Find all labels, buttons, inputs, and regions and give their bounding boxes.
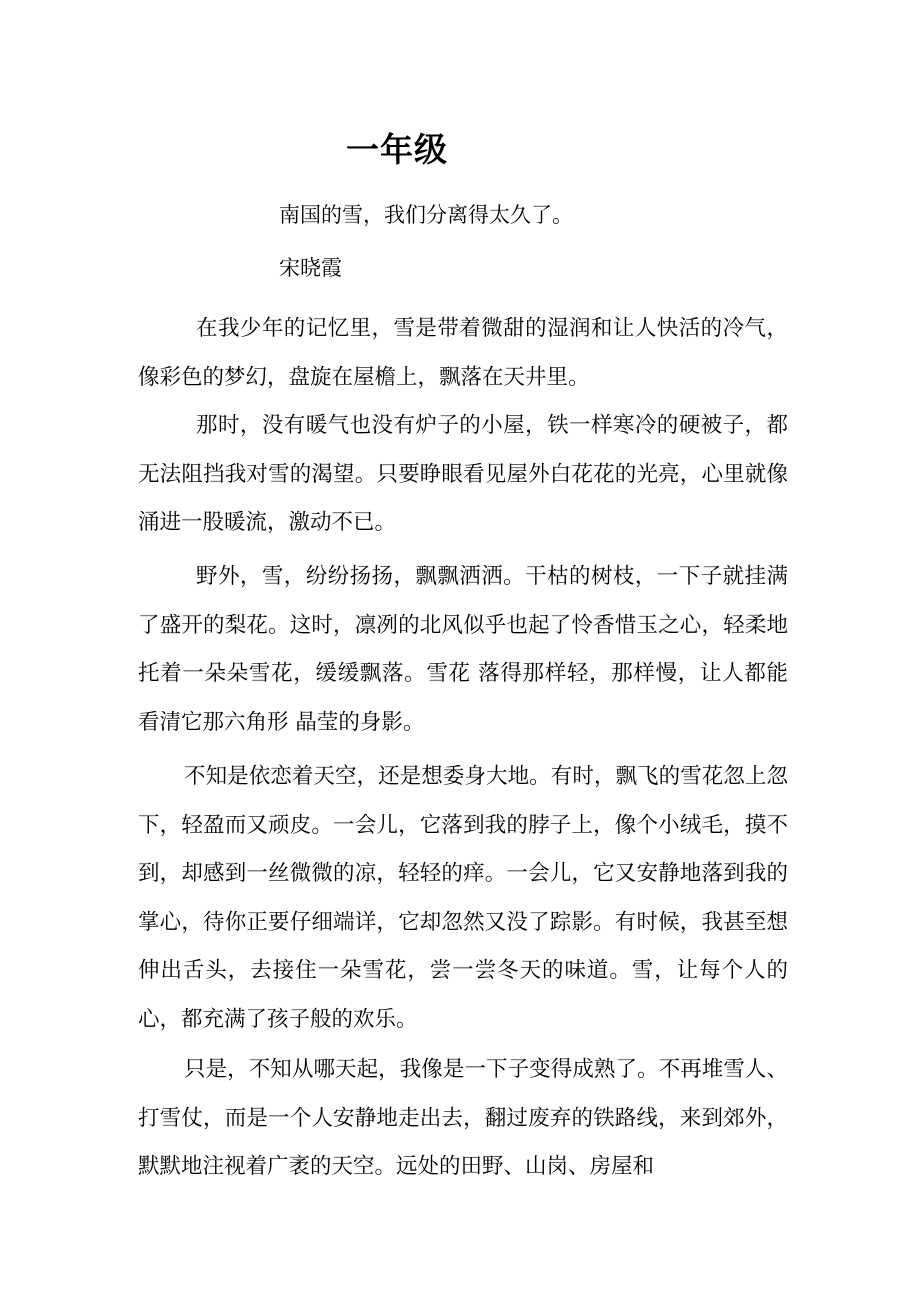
page-heading: 一年级 xyxy=(346,130,448,169)
paragraph: 在我少年的记忆里，雪是带着微甜的湿润和让人快活的冷气，像彩色的梦幻，盘旋在屋檐上，飘落在天井里。 xyxy=(138,316,788,390)
essay-author: 宋晓霞 xyxy=(279,256,342,280)
paragraph: 野外，雪，纷纷扬扬，飘飘洒洒。干枯的树枝，一下子就挂满了盛开的梨花。这时，凛冽的北风似乎也起了怜香惜玉之心，轻柔地托着一朵朵雪花，缓缓飘落。雪花 落得那样轻，那样慢，让人都能看清它那六角形 晶莹的身影。 xyxy=(138,564,788,735)
paragraph: 不知是依恋着天空，还是想委身大地。有时，飘飞的雪花忽上忽下，轻盈而又顽皮。一会儿，它落到我的脖子上，像个小绒毛，摸不到，却感到一丝微微的凉，轻轻的痒。一会儿，它又安静地落到我的掌心，待你正要仔细端详，它却忽然又没了踪影。有时候，我甚至想伸出舌头，去接住一朵雪花，尝一尝冬天的味道。雪，让每个人的心，都充满了孩子般的欢乐。 xyxy=(138,764,788,1032)
essay-title: 南国的雪，我们分离得太久了。 xyxy=(279,203,573,227)
paragraph: 那时，没有暖气也没有炉子的小屋，铁一样寒冷的硬被子，都无法阻挡我对雪的渴望。只要睁眼看见屋外白花花的光亮，心里就像涌进一股暖流，激动不已。 xyxy=(138,413,788,535)
paragraph: 只是，不知从哪天起，我像是一下子变得成熟了。不再堆雪人、打雪仗，而是一个人安静地走出去，翻过废弃的铁路线，来到郊外，默默地注视着广袤的天空。远处的田野、山岗、房屋和 xyxy=(138,1057,788,1179)
